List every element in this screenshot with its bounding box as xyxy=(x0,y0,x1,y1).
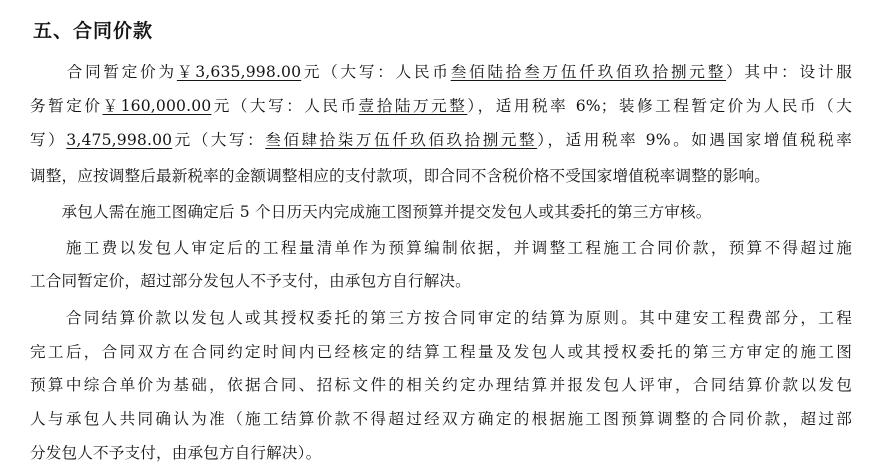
paragraph-line: 预算中综合单价为基础，依据合同、招标文件的相关约定办理结算并报发包人评审，合同结算价款以发包 xyxy=(30,376,852,394)
design-fee-amount: ￥160,000.00 xyxy=(102,97,212,115)
paragraph-line: 完工后，合同双方在合同约定时间内已经核定的结算工程量及发包人或其授权委托的第三方审定的施工图 xyxy=(30,343,852,361)
paragraph-line: 写）3,475,998.00元（大写：叁佰肆拾柒万伍仟玖佰玖拾捌元整），适用税率 9%。如遇国家增值税税率 xyxy=(30,131,852,149)
paragraph-line: 工合同暂定价，超过部分发包人不予支付，由承包方自行解决。 xyxy=(30,272,471,290)
paragraph-line: 施工费以发包人审定后的工程量清单作为预算编制依据，并调整工程施工合同价款，预算不得超过施 xyxy=(30,239,852,257)
paragraph-line: 分发包人不予支付，由承包方自行解决）。 xyxy=(30,444,322,462)
section-title: 五、合同价款 xyxy=(33,20,154,42)
decoration-fee-amount: 3,475,998.00 xyxy=(66,131,173,149)
paragraph-line: 合同结算价款以发包人或其授权委托的第三方按合同审定的结算为原则。其中建安工程费部分，工程 xyxy=(30,309,852,327)
contract-total-amount-words: 叁佰陆拾叁万伍仟玖佰玖拾捌元整 xyxy=(450,63,727,81)
paragraph-line: 务暂定价￥160,000.00元（大写：人民币壹拾陆万元整），适用税率 6%；装修工程暂定价为人民币（大 xyxy=(30,97,852,115)
paragraph-line: 调整，应按调整后最新税率的金额调整相应的支付款项，即合同不含税价格不受国家增值税率调整的影响。 xyxy=(30,167,770,185)
paragraph-line: 承包人需在施工图确定后 5 个日历天内完成施工图预算并提交发包人或其委托的第三方审核。 xyxy=(30,203,712,221)
design-fee-amount-words: 壹拾陆万元整 xyxy=(358,97,468,115)
decoration-fee-amount-words: 叁佰肆拾柒万伍仟玖佰玖拾捌元整 xyxy=(265,131,538,149)
paragraph-line: 合同暂定价为￥3,635,998.00元（大写：人民币叁佰陆拾叁万伍仟玖佰玖拾捌元整）其中：设计服 xyxy=(30,63,852,81)
contract-total-amount: ￥3,635,998.00 xyxy=(176,63,302,81)
paragraph-line: 人与承包人共同确认为准（施工结算价款不得超过经双方确定的根据施工图预算调整的合同价款，超过部 xyxy=(30,410,852,428)
